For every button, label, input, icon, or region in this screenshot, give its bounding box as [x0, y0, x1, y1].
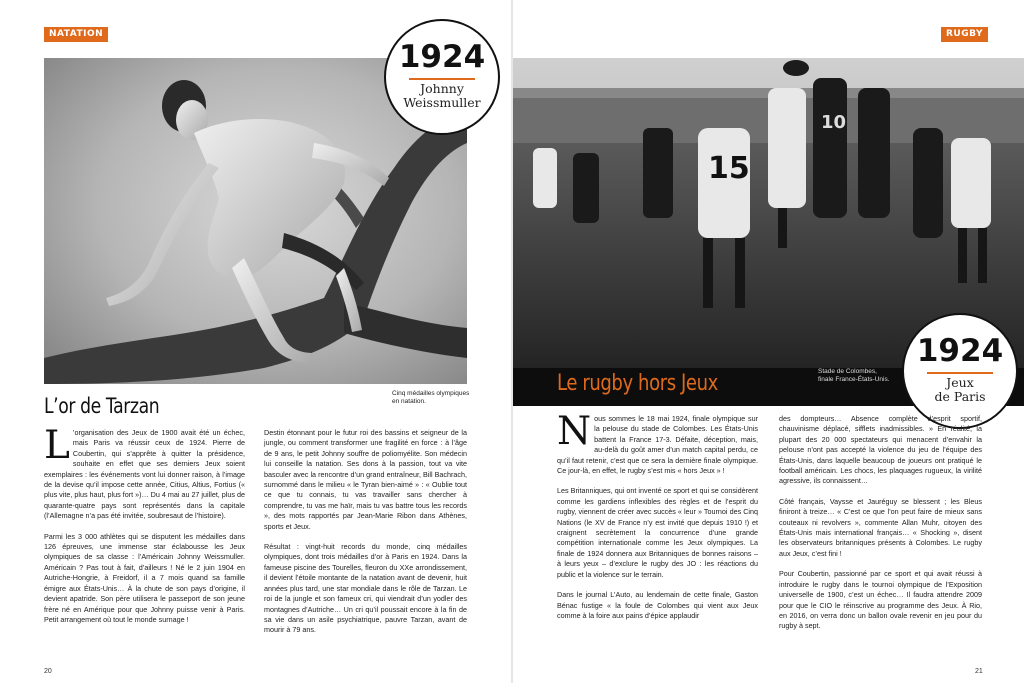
left-col1-p1-text: ’organisation des Jeux de 1900 avait été un échec, mais Paris va réussir ceux de 1924. Pierre de Coubertin, qui s’apprête à quitter la présidence, souhaite en effet que ses derniers Jeux soient exemplaires : les événements vont lui donner raison, à l’image de la devise qu’il impose cette année, Citius, Altius, Fortius (« plus vite, plus haut, plus fort »)… Du 4 mai au 27 juillet, plus de quarante-quatre pays sont représentés dans la capitale (l’Allemagne n’a pas été invitée, soubresaut de l’histoire).: [44, 428, 245, 521]
headline: Le rugby hors Jeux: [557, 371, 718, 396]
right-col1-p3: Dans le journal L’Auto, au lendemain de cette finale, Gaston Bénac fustige « la foule de Colombes qui vient aux Jeux comme à la foire aux pains d’épice applaudir: [557, 590, 758, 620]
badge-line1: Johnny: [420, 81, 464, 96]
badge-line1: Jeux: [946, 375, 974, 390]
left-col1-p2: Parmi les 3 000 athlètes qui se disputent les médailles dans 126 épreuves, une immense star éclabousse les Jeux olympiques de sa classe : l’Américain Johnny Weissmuller. Américain ? Pas tout à fait, d’ailleurs ! Né le 2 juin 1904 en Autriche-Hongrie, à Freidorf, il a 7 mois quand sa famille émigre aux États-Unis… À la chute de son pays d’origine, il devient apatride. Son père utilisera le passeport de son jeune frère né en Amérique pour que Johnny puisse venir à Paris. Petit arrangement où tout le monde surnage !: [44, 531, 245, 624]
left-page: [0, 0, 511, 683]
right-col1-p1-text: ous sommes le 18 mai 1924, finale olympique sur la pelouse du stade de Colombes. Les États-Unis battent la France 17-3. Défaite, déception, mais, au-delà du goût amer d’un match capital perdu, ce qu’il faut retenir, c’est que ce sera la dernière finale olympique. Ce jour-là, en effet, le rugby s’est mis « hors Jeux » !: [557, 414, 758, 476]
left-col1-p1: [44, 423, 245, 522]
right-col1-p2: Les Britanniques, qui ont inventé ce sport et qui se considèrent comme les gardiens inflexibles des règles et de l’esprit du rugby, viennent de créer avec succès « leur » Tournoi des Cinq Nations (le XV de France n’y est invité que depuis 1910 !) et craignent secrètement la concurrence d’une grande compétition internationale comme les Jeux olympiques. La finale de 1924 donnera aux Britanniques de bonnes raisons – à leurs yeux – d’exclure le rugby des JO : les réactions du public et la violence sur le terrain.: [557, 486, 758, 579]
photo-caption: [818, 368, 908, 384]
caption-line1: Cinq médailles olympiques: [392, 390, 470, 397]
right-col2-p3: Pour Coubertin, passionné par ce sport et qui avait réussi à introduire le rugby dans le tournoi olympique de l’Exposition universelle de 1900, c’est un échec… Il faudra attendre 2009 pour que le CIO le réinscrive au programme des Jeux. À Rio, en 2016, on verra donc un ballon ovale revenir en jeu pour du rugby à sept.: [779, 569, 982, 631]
badge-1924-jeux-de-paris: [902, 313, 1018, 429]
svg-text:10: 10: [821, 112, 847, 133]
right-page: [513, 0, 1024, 683]
badge-rule: [927, 372, 993, 374]
badge-line2: de Paris: [934, 388, 986, 404]
left-col2: [264, 428, 467, 646]
caption-line2: finale France-États-Unis.: [818, 376, 890, 383]
svg-text:15: 15: [708, 151, 750, 186]
headline: L’or de Tarzan: [44, 394, 160, 418]
badge-line2: Weissmuller: [403, 94, 481, 110]
left-col1: [44, 423, 245, 635]
section-tag-natation: NATATION: [44, 27, 108, 42]
badge-year: 1924: [398, 39, 486, 75]
right-col2: [779, 414, 982, 642]
right-col1: [557, 409, 758, 631]
page-number-left: 20: [44, 668, 52, 675]
right-col1-p1: [557, 409, 758, 476]
section-tag-rugby: RUGBY: [941, 27, 988, 42]
right-col2-p1: des dompteurs… Absence complète d’esprit sportif, chauvinisme déplacé, sifflets inadmissibles. » En réalité, la plupart des 20 000 spectateurs qui menacent d’envahir la pelouse n’ont pas accepté la violence du jeu de l’équipe des États-Unis, dans laquelle beaucoup de joueurs ont pratiqué le football américain. Les chocs, les plaquages rugueux, la virilité agressive, ils connaissent…: [779, 414, 982, 486]
badge-1924-weissmuller: [384, 19, 500, 135]
page-number-right: 21: [975, 668, 983, 675]
left-col2-p1: Destin étonnant pour le futur roi des bassins et seigneur de la jungle, ou comment transformer une fragilité en force : à l’âge de 9 ans, le petit Johnny souffre de poliomyélite. Son médecin lui conseille la natation. Ses dons à la passion, tout va vite basculer avec la rencontre d’un grand entraîneur, Bill Bachrach, surnommé dans le milieu « le Tyran bien-aimé » : « Oublie tout ce que tu connais, tu vas travailler sans chercher à comprendre, tu vas me haïr, mais tu vas battre tous les records », des mots rapportés par Jean-Marie Ribon dans Athènes, sports et Jeux.: [264, 428, 467, 531]
caption-line2: en natation.: [392, 398, 426, 405]
right-col2-p2: Côté français, Vaysse et Jauréguy se blessent ; les Bleus finiront à treize… « C’est ce que l’on peut faire de mieux sans couteaux ni revolvers », commente Allan Muhr, citoyen des États-Unis mais international français… « Shocking », disent les observateurs britanniques présents à Colombes. Le rugby aux Jeux, c’est fini !: [779, 496, 982, 558]
badge-year: 1924: [916, 333, 1004, 369]
left-col2-p2: Résultat : vingt-huit records du monde, cinq médailles olympiques, dont trois médailles d’or à Paris en 1924. Dans la fameuse piscine des Tourelles, fleuron du XXe arrondissement, il devient l’étoile montante de la natation avant de devenir, huit années plus tard, une star mondiale dans le rôle de Tarzan. Le roi de la jungle et son fameux cri, qui viendrait d’un yodler des montagnes d’Autriche… Un cri qu’il poussait encore à la fin de sa vie dans un asile psychiatrique, pauvre Tarzan, avant de mourir à 79 ans.: [264, 542, 467, 635]
dropcap: L: [44, 423, 70, 468]
dropcap: N: [557, 409, 592, 454]
caption-line1: Stade de Colombes,: [818, 368, 877, 375]
badge-rule: [409, 78, 475, 80]
photo-caption: [392, 390, 482, 406]
